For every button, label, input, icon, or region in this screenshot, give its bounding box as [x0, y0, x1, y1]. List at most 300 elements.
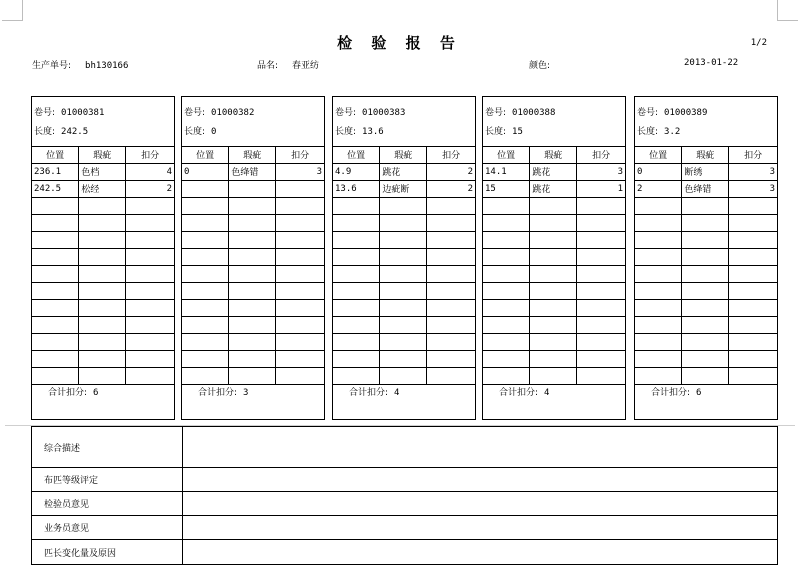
empty-cell [126, 265, 174, 282]
defect-position: 14.1 [483, 163, 530, 180]
roll-number [485, 104, 625, 123]
empty-cell [333, 197, 380, 214]
empty-row [635, 350, 777, 367]
empty-row [333, 197, 475, 214]
empty-cell [276, 197, 324, 214]
empty-cell [333, 316, 380, 333]
page-number: 1/2 [750, 38, 767, 48]
roll-info [333, 97, 475, 147]
empty-cell [483, 350, 530, 367]
empty-cell [276, 316, 324, 333]
empty-cell [635, 265, 682, 282]
summary-value[interactable] [183, 468, 777, 491]
empty-row [32, 197, 174, 214]
roll-length [637, 123, 777, 142]
empty-cell [530, 282, 577, 299]
defect-table [32, 147, 174, 385]
empty-cell [682, 316, 729, 333]
empty-cell [729, 214, 777, 231]
empty-cell [635, 248, 682, 265]
defect-row [32, 180, 174, 197]
defect-position: 13.6 [333, 180, 380, 197]
empty-cell [682, 333, 729, 350]
roll-number-label: 卷号: [34, 108, 56, 118]
empty-cell [333, 333, 380, 350]
empty-cell [276, 282, 324, 299]
empty-cell [79, 214, 126, 231]
product-name [257, 58, 319, 71]
defect-table [182, 147, 324, 385]
empty-cell [729, 333, 777, 350]
empty-row [483, 214, 625, 231]
defect-position: 0 [635, 163, 682, 180]
empty-row [333, 350, 475, 367]
empty-cell [577, 214, 625, 231]
empty-cell [229, 265, 276, 282]
col-points: 扣分 [729, 147, 777, 163]
defect-table [333, 147, 475, 385]
empty-row [333, 316, 475, 333]
summary-label: 布匹等级评定 [32, 468, 183, 491]
empty-cell [229, 299, 276, 316]
empty-row [32, 282, 174, 299]
empty-row [483, 248, 625, 265]
roll-length-label: 长度: [34, 127, 56, 137]
empty-cell [333, 265, 380, 282]
empty-cell [682, 231, 729, 248]
empty-cell [32, 282, 79, 299]
empty-cell [577, 367, 625, 384]
empty-cell [182, 248, 229, 265]
empty-cell [32, 214, 79, 231]
summary-row [32, 516, 777, 540]
empty-cell [276, 248, 324, 265]
empty-cell [229, 248, 276, 265]
empty-cell [729, 282, 777, 299]
empty-cell [530, 197, 577, 214]
empty-cell [483, 367, 530, 384]
empty-cell [182, 231, 229, 248]
defect-row [635, 163, 777, 180]
roll-number [184, 104, 324, 123]
empty-cell [380, 231, 427, 248]
empty-row [483, 333, 625, 350]
empty-row [333, 282, 475, 299]
empty-cell [32, 350, 79, 367]
roll-number-label: 卷号: [335, 108, 357, 118]
roll-number-label: 卷号: [637, 108, 659, 118]
empty-cell [229, 197, 276, 214]
empty-cell [79, 367, 126, 384]
empty-cell [577, 316, 625, 333]
defect-position: 242.5 [32, 180, 79, 197]
roll-total-label: 合计扣分: [48, 387, 88, 398]
roll-total-label: 合计扣分: [349, 387, 389, 398]
summary-label: 综合描述 [32, 427, 183, 467]
roll-panel [332, 96, 476, 420]
roll-length-label: 长度: [184, 127, 206, 137]
empty-cell [380, 299, 427, 316]
empty-row [333, 214, 475, 231]
empty-row [635, 282, 777, 299]
empty-cell [530, 248, 577, 265]
empty-row [182, 282, 324, 299]
defect-row [635, 180, 777, 197]
empty-cell [635, 299, 682, 316]
empty-cell [182, 367, 229, 384]
empty-cell [483, 214, 530, 231]
empty-cell [126, 248, 174, 265]
roll-length [485, 123, 625, 142]
roll-length [335, 123, 475, 142]
empty-cell [530, 367, 577, 384]
empty-cell [276, 214, 324, 231]
defect-points: 1 [577, 180, 625, 197]
empty-cell [333, 367, 380, 384]
empty-cell [229, 282, 276, 299]
defect-points: 3 [276, 163, 324, 180]
roll-total-value: 4 [544, 387, 550, 398]
empty-row [635, 265, 777, 282]
empty-row [333, 299, 475, 316]
defect-table [483, 147, 625, 385]
empty-cell [729, 350, 777, 367]
empty-cell [182, 316, 229, 333]
summary-row [32, 427, 777, 468]
col-position: 位置 [32, 147, 79, 163]
empty-row [182, 180, 324, 197]
roll-number-value: 01000388 [512, 108, 556, 118]
empty-cell [79, 350, 126, 367]
empty-cell [380, 350, 427, 367]
empty-cell [333, 231, 380, 248]
corner-mark-top-right [777, 0, 798, 21]
summary-row [32, 492, 777, 516]
defect-table-header [333, 147, 475, 163]
empty-row [32, 333, 174, 350]
col-position: 位置 [182, 147, 229, 163]
empty-cell [79, 316, 126, 333]
roll-panel [482, 96, 626, 420]
empty-row [182, 248, 324, 265]
empty-cell [682, 367, 729, 384]
empty-cell [229, 180, 276, 197]
roll-length [34, 123, 174, 142]
empty-cell [126, 350, 174, 367]
empty-cell [32, 299, 79, 316]
empty-cell [126, 197, 174, 214]
empty-cell [635, 214, 682, 231]
defect-row [483, 163, 625, 180]
defect-points: 2 [427, 163, 475, 180]
empty-cell [530, 214, 577, 231]
empty-cell [276, 231, 324, 248]
roll-panel [181, 96, 325, 420]
empty-cell [380, 197, 427, 214]
defect-points: 3 [729, 180, 777, 197]
empty-row [483, 282, 625, 299]
roll-info [32, 97, 174, 147]
summary-value[interactable] [183, 516, 777, 539]
col-defect: 瑕疵 [682, 147, 729, 163]
empty-cell [380, 214, 427, 231]
empty-cell [126, 231, 174, 248]
defect-position: 236.1 [32, 163, 79, 180]
empty-cell [79, 265, 126, 282]
empty-cell [427, 231, 475, 248]
empty-cell [635, 333, 682, 350]
empty-cell [729, 231, 777, 248]
empty-row [635, 231, 777, 248]
roll-length-value: 0 [211, 127, 217, 137]
empty-cell [276, 180, 324, 197]
roll-total-value: 6 [93, 387, 99, 398]
empty-cell [577, 197, 625, 214]
empty-cell [333, 248, 380, 265]
roll-number-label: 卷号: [485, 108, 507, 118]
empty-row [32, 248, 174, 265]
empty-cell [380, 282, 427, 299]
empty-cell [682, 248, 729, 265]
empty-cell [427, 248, 475, 265]
roll-total-value: 3 [243, 387, 249, 398]
empty-row [32, 265, 174, 282]
empty-cell [182, 299, 229, 316]
empty-row [182, 367, 324, 384]
defect-row [182, 163, 324, 180]
empty-cell [530, 299, 577, 316]
roll-length-label: 长度: [335, 127, 357, 137]
empty-cell [380, 333, 427, 350]
empty-cell [276, 367, 324, 384]
empty-cell [32, 231, 79, 248]
roll-panel [634, 96, 778, 420]
empty-row [635, 316, 777, 333]
empty-cell [577, 231, 625, 248]
order-number-value: bh130166 [85, 61, 129, 71]
empty-row [32, 231, 174, 248]
roll-number-label: 卷号: [184, 108, 206, 118]
empty-cell [682, 265, 729, 282]
col-position: 位置 [333, 147, 380, 163]
col-position: 位置 [483, 147, 530, 163]
defect-row [483, 180, 625, 197]
empty-cell [530, 265, 577, 282]
empty-cell [577, 248, 625, 265]
empty-cell [427, 282, 475, 299]
empty-cell [276, 299, 324, 316]
empty-cell [682, 214, 729, 231]
empty-cell [729, 265, 777, 282]
empty-cell [427, 265, 475, 282]
empty-row [32, 367, 174, 384]
empty-row [333, 265, 475, 282]
empty-cell [229, 350, 276, 367]
roll-length-value: 13.6 [362, 127, 384, 137]
roll-total [182, 385, 324, 401]
empty-cell [530, 333, 577, 350]
col-points: 扣分 [126, 147, 174, 163]
empty-row [635, 248, 777, 265]
empty-cell [380, 367, 427, 384]
empty-row [32, 350, 174, 367]
roll-length-label: 长度: [485, 127, 507, 137]
roll-total-label: 合计扣分: [499, 387, 539, 398]
empty-row [333, 231, 475, 248]
defect-position: 15 [483, 180, 530, 197]
empty-cell [126, 299, 174, 316]
col-points: 扣分 [276, 147, 324, 163]
empty-cell [229, 316, 276, 333]
empty-row [182, 197, 324, 214]
empty-cell [729, 316, 777, 333]
empty-row [182, 299, 324, 316]
empty-cell [126, 333, 174, 350]
order-number [32, 58, 128, 71]
roll-total-label: 合计扣分: [198, 387, 238, 398]
roll-total [635, 385, 777, 401]
empty-row [635, 197, 777, 214]
defect-table-header [635, 147, 777, 163]
empty-row [182, 214, 324, 231]
empty-row [182, 231, 324, 248]
empty-cell [32, 316, 79, 333]
roll-length-value: 242.5 [61, 127, 89, 137]
defect-type: 跳花 [530, 163, 577, 180]
summary-row [32, 540, 777, 564]
defect-table-header [182, 147, 324, 163]
empty-row [483, 265, 625, 282]
empty-cell [530, 350, 577, 367]
summary-label: 业务员意见 [32, 516, 183, 539]
empty-cell [635, 231, 682, 248]
empty-cell [577, 333, 625, 350]
empty-cell [577, 265, 625, 282]
defect-row [333, 163, 475, 180]
roll-total-value: 6 [696, 387, 702, 398]
empty-row [635, 299, 777, 316]
color [529, 58, 564, 71]
empty-cell [682, 350, 729, 367]
defect-points: 2 [427, 180, 475, 197]
defect-type: 断绣 [682, 163, 729, 180]
empty-cell [483, 282, 530, 299]
defect-type: 边疵断 [380, 180, 427, 197]
empty-cell [729, 197, 777, 214]
roll-number [335, 104, 475, 123]
empty-cell [32, 197, 79, 214]
empty-cell [483, 299, 530, 316]
col-points: 扣分 [577, 147, 625, 163]
color-label: 颜色: [529, 61, 551, 71]
summary-value[interactable] [183, 427, 777, 467]
empty-cell [682, 299, 729, 316]
empty-cell [427, 350, 475, 367]
roll-panel [31, 96, 175, 420]
empty-cell [32, 248, 79, 265]
empty-row [483, 197, 625, 214]
product-name-value: 春亚纺 [292, 61, 320, 71]
empty-cell [483, 248, 530, 265]
product-name-label: 品名: [257, 61, 279, 71]
empty-cell [182, 333, 229, 350]
empty-cell [32, 265, 79, 282]
empty-cell [126, 367, 174, 384]
defect-type: 跳花 [380, 163, 427, 180]
roll-number-value: 01000382 [211, 108, 255, 118]
empty-cell [333, 350, 380, 367]
col-points: 扣分 [427, 147, 475, 163]
empty-cell [682, 282, 729, 299]
empty-cell [182, 282, 229, 299]
summary-value[interactable] [183, 492, 777, 515]
empty-row [182, 265, 324, 282]
report-date: 2013-01-22 [684, 58, 739, 68]
empty-cell [333, 299, 380, 316]
col-position: 位置 [635, 147, 682, 163]
empty-row [32, 316, 174, 333]
empty-cell [635, 350, 682, 367]
empty-row [333, 367, 475, 384]
roll-number-value: 01000381 [61, 108, 105, 118]
empty-row [635, 367, 777, 384]
empty-cell [229, 367, 276, 384]
empty-cell [483, 316, 530, 333]
empty-row [32, 299, 174, 316]
defect-row [333, 180, 475, 197]
empty-cell [79, 197, 126, 214]
empty-row [32, 214, 174, 231]
empty-row [182, 350, 324, 367]
empty-cell [276, 265, 324, 282]
defect-type: 松经 [79, 180, 126, 197]
roll-number [34, 104, 174, 123]
summary-value[interactable] [183, 540, 777, 564]
defect-type: 色档 [79, 163, 126, 180]
empty-cell [182, 265, 229, 282]
col-defect: 瑕疵 [229, 147, 276, 163]
empty-cell [427, 214, 475, 231]
empty-row [483, 299, 625, 316]
roll-number-value: 01000389 [664, 108, 708, 118]
empty-cell [427, 316, 475, 333]
empty-cell [635, 316, 682, 333]
empty-cell [483, 333, 530, 350]
empty-cell [229, 214, 276, 231]
corner-mark-top-left [2, 0, 23, 21]
summary-table [31, 426, 778, 565]
report-title: 检 验 报 告 [337, 34, 462, 52]
col-defect: 瑕疵 [380, 147, 427, 163]
empty-cell [79, 248, 126, 265]
roll-number-value: 01000383 [362, 108, 406, 118]
roll-length-value: 15 [512, 127, 523, 137]
defect-row [32, 163, 174, 180]
summary-row [32, 468, 777, 492]
col-defect: 瑕疵 [79, 147, 126, 163]
defect-table [635, 147, 777, 385]
defect-table-header [483, 147, 625, 163]
empty-cell [380, 248, 427, 265]
empty-cell [380, 265, 427, 282]
roll-total-label: 合计扣分: [651, 387, 691, 398]
empty-cell [427, 333, 475, 350]
empty-cell [182, 350, 229, 367]
empty-row [182, 316, 324, 333]
defect-type: 跳花 [530, 180, 577, 197]
empty-row [483, 316, 625, 333]
empty-cell [126, 316, 174, 333]
